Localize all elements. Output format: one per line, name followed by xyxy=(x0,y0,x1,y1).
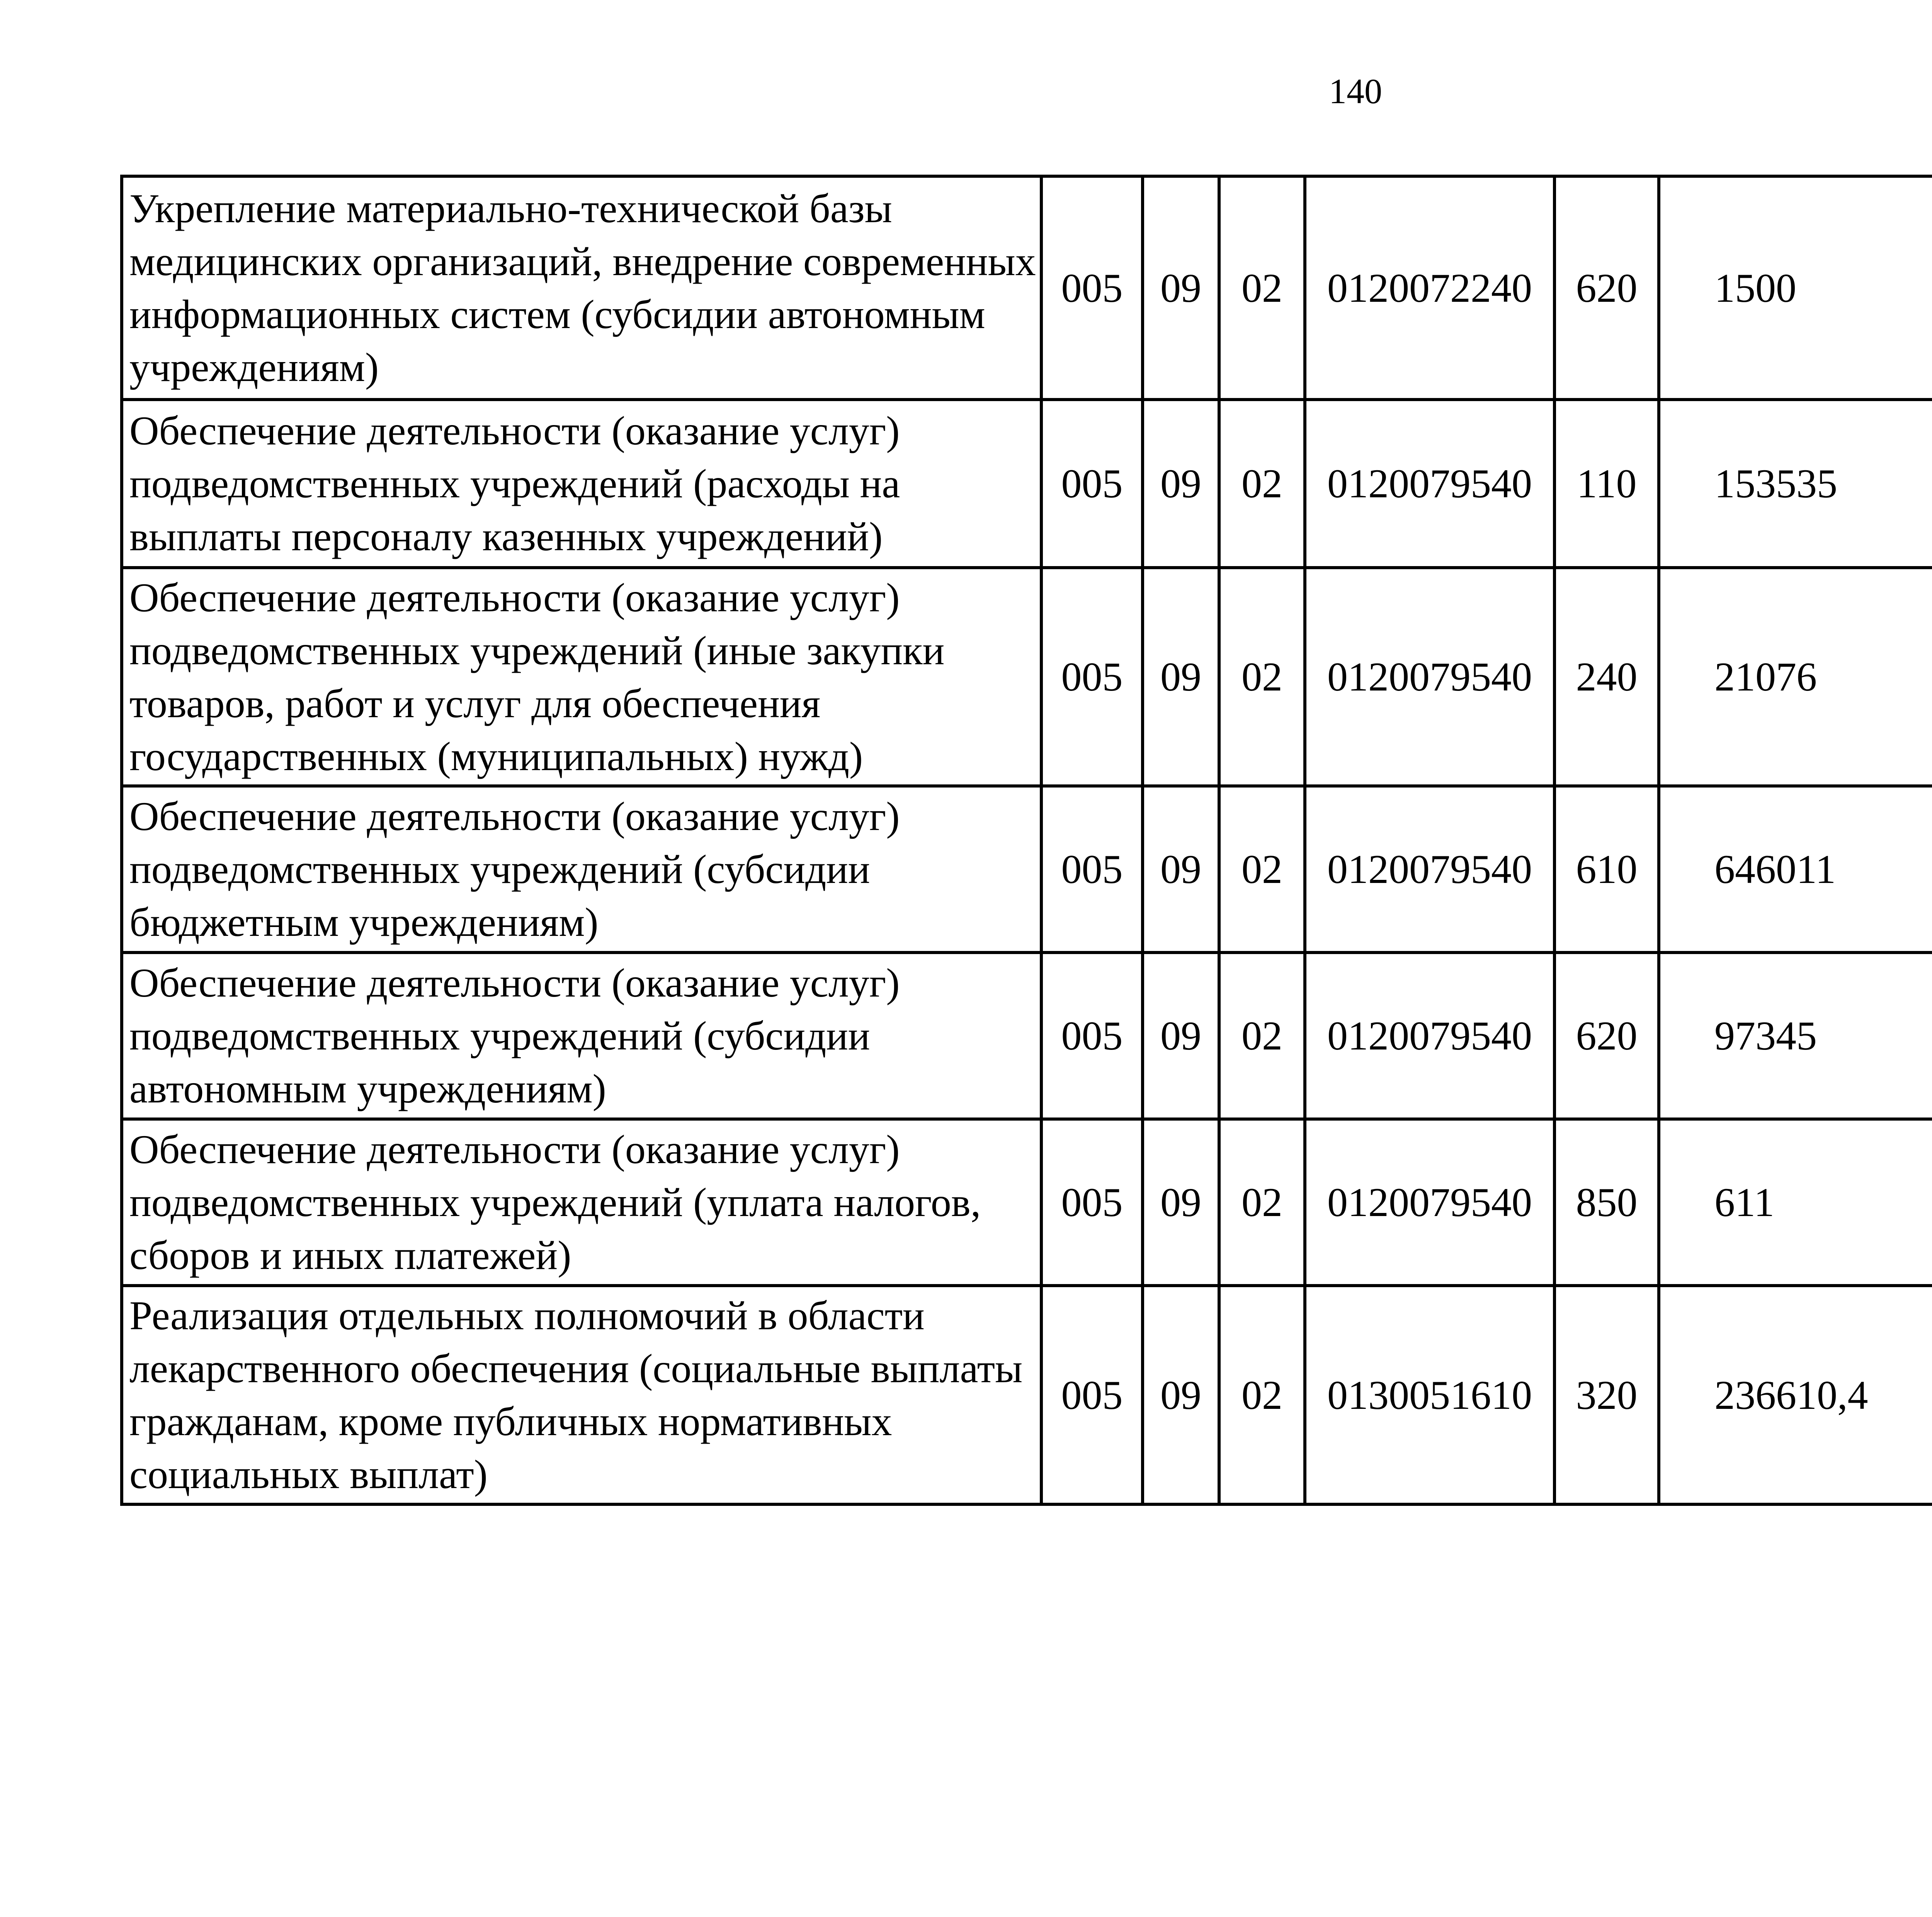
cell-description: Обеспечение деятельности (оказание услуг) подведомственных учреждений (расходы на выплаты персоналу казенных учреждений) xyxy=(122,400,1041,568)
cell-amount-1: 236610,4 xyxy=(1659,1286,1932,1504)
cell-subsection-code: 02 xyxy=(1219,1286,1305,1504)
table-row xyxy=(122,400,1932,568)
cell-section-code: 09 xyxy=(1143,786,1219,953)
cell-expense-type: 850 xyxy=(1554,1119,1659,1286)
cell-target-article: 0120079540 xyxy=(1305,786,1554,953)
budget-table xyxy=(120,175,1932,1506)
cell-description: Обеспечение деятельности (оказание услуг) подведомственных учреждений (иные закупки товаров, работ и услуг для обеспечения государственных (муниципальных) нужд) xyxy=(122,568,1041,786)
page-number: 140 xyxy=(1329,71,1382,111)
cell-ministry-code: 005 xyxy=(1041,400,1143,568)
table-row xyxy=(122,176,1932,400)
cell-section-code: 09 xyxy=(1143,176,1219,400)
cell-target-article: 0120072240 xyxy=(1305,176,1554,400)
cell-amount-1: 611 xyxy=(1659,1119,1932,1286)
cell-ministry-code: 005 xyxy=(1041,953,1143,1119)
cell-target-article: 0120079540 xyxy=(1305,400,1554,568)
cell-section-code: 09 xyxy=(1143,953,1219,1119)
cell-expense-type: 620 xyxy=(1554,953,1659,1119)
cell-expense-type: 320 xyxy=(1554,1286,1659,1504)
cell-description: Реализация отдельных полномочий в области лекарственного обеспечения (социальные выплаты гражданам, кроме публичных нормативных социальных выплат) xyxy=(122,1286,1041,1504)
cell-expense-type: 240 xyxy=(1554,568,1659,786)
cell-section-code: 09 xyxy=(1143,1286,1219,1504)
cell-ministry-code: 005 xyxy=(1041,568,1143,786)
cell-description: Обеспечение деятельности (оказание услуг) подведомственных учреждений (субсидии бюджетным учреждениям) xyxy=(122,786,1041,953)
cell-expense-type: 620 xyxy=(1554,176,1659,400)
cell-target-article: 0120079540 xyxy=(1305,568,1554,786)
cell-description: Обеспечение деятельности (оказание услуг) подведомственных учреждений (уплата налогов, сборов и иных платежей) xyxy=(122,1119,1041,1286)
cell-subsection-code: 02 xyxy=(1219,568,1305,786)
cell-section-code: 09 xyxy=(1143,568,1219,786)
table-row xyxy=(122,1286,1932,1504)
cell-target-article: 0130051610 xyxy=(1305,1286,1554,1504)
cell-target-article: 0120079540 xyxy=(1305,953,1554,1119)
cell-subsection-code: 02 xyxy=(1219,1119,1305,1286)
cell-amount-1: 153535 xyxy=(1659,400,1932,568)
cell-amount-1: 97345 xyxy=(1659,953,1932,1119)
cell-description: Обеспечение деятельности (оказание услуг) подведомственных учреждений (субсидии автономным учреждениям) xyxy=(122,953,1041,1119)
cell-subsection-code: 02 xyxy=(1219,953,1305,1119)
cell-amount-1: 1500 xyxy=(1659,176,1932,400)
cell-amount-1: 646011 xyxy=(1659,786,1932,953)
cell-description: Укрепление материально-технической базы медицинских организаций, внедрение современных информационных систем (субсидии автономным учреждениям) xyxy=(122,176,1041,400)
table-row xyxy=(122,786,1932,953)
cell-section-code: 09 xyxy=(1143,1119,1219,1286)
cell-ministry-code: 005 xyxy=(1041,786,1143,953)
cell-ministry-code: 005 xyxy=(1041,176,1143,400)
cell-amount-1: 21076 xyxy=(1659,568,1932,786)
cell-ministry-code: 005 xyxy=(1041,1286,1143,1504)
cell-expense-type: 110 xyxy=(1554,400,1659,568)
table-row xyxy=(122,953,1932,1119)
cell-ministry-code: 005 xyxy=(1041,1119,1143,1286)
cell-subsection-code: 02 xyxy=(1219,786,1305,953)
cell-expense-type: 610 xyxy=(1554,786,1659,953)
table-row xyxy=(122,1119,1932,1286)
cell-subsection-code: 02 xyxy=(1219,176,1305,400)
table-row xyxy=(122,568,1932,786)
cell-subsection-code: 02 xyxy=(1219,400,1305,568)
cell-target-article: 0120079540 xyxy=(1305,1119,1554,1286)
cell-section-code: 09 xyxy=(1143,400,1219,568)
